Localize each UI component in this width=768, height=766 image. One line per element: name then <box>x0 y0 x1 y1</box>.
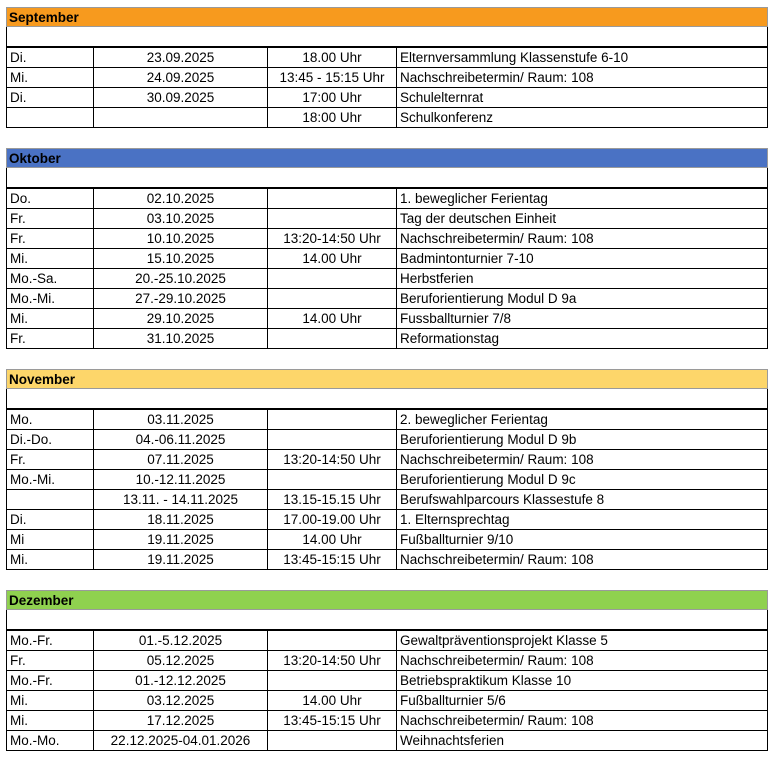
date-cell: 23.09.2025 <box>94 48 268 68</box>
date-cell: 03.11.2025 <box>94 410 268 430</box>
time-cell: 13:20-14:50 Uhr <box>268 651 397 671</box>
weekday-cell: Mi. <box>7 249 94 269</box>
weekday-cell: Mo.-Fr. <box>7 671 94 691</box>
time-cell: 18.00 Uhr <box>268 48 397 68</box>
month-section-dezember <box>6 590 768 751</box>
month-header-oktober: Oktober <box>6 148 768 168</box>
event-row <box>7 289 768 309</box>
event-row <box>7 189 768 209</box>
month-header-november: November <box>6 369 768 389</box>
date-cell: 18.11.2025 <box>94 510 268 530</box>
month-section-oktober <box>6 148 768 349</box>
event-cell: Fußballturnier 9/10 <box>397 530 768 550</box>
event-row <box>7 410 768 430</box>
time-cell: 13:45 - 15:15 Uhr <box>268 68 397 88</box>
date-cell: 31.10.2025 <box>94 329 268 349</box>
weekday-cell: Mi. <box>7 68 94 88</box>
date-cell: 02.10.2025 <box>94 189 268 209</box>
weekday-cell: Fr. <box>7 329 94 349</box>
events-table-dezember <box>6 630 768 751</box>
event-row <box>7 108 768 128</box>
event-cell: 1. beweglicher Ferientag <box>397 189 768 209</box>
weekday-cell <box>7 108 94 128</box>
time-cell: 14.00 Uhr <box>268 691 397 711</box>
month-header-september: September <box>6 7 768 27</box>
weekday-cell: Fr. <box>7 229 94 249</box>
weekday-cell <box>7 490 94 510</box>
event-cell: Fußballturnier 5/6 <box>397 691 768 711</box>
event-cell: Nachschreibetermin/ Raum: 108 <box>397 450 768 470</box>
weekday-cell: Do. <box>7 189 94 209</box>
event-cell: Elternversammlung Klassenstufe 6-10 <box>397 48 768 68</box>
time-cell <box>268 731 397 751</box>
weekday-cell: Mo.-Mo. <box>7 731 94 751</box>
weekday-cell: Mi. <box>7 550 94 570</box>
date-cell: 15.10.2025 <box>94 249 268 269</box>
event-cell: Nachschreibetermin/ Raum: 108 <box>397 711 768 731</box>
weekday-cell: Di. <box>7 510 94 530</box>
event-row <box>7 249 768 269</box>
month-section-november <box>6 369 768 570</box>
event-cell: Beruforientierung Modul D 9c <box>397 470 768 490</box>
date-cell: 01.-5.12.2025 <box>94 631 268 651</box>
events-table-november <box>6 409 768 570</box>
time-cell <box>268 329 397 349</box>
time-cell <box>268 209 397 229</box>
time-cell: 13.15-15.15 Uhr <box>268 490 397 510</box>
event-cell: Schulelternrat <box>397 88 768 108</box>
event-cell: Weihnachtsferien <box>397 731 768 751</box>
weekday-cell: Mi. <box>7 309 94 329</box>
weekday-cell: Mo. <box>7 410 94 430</box>
section-gap <box>6 570 768 590</box>
event-cell: Nachschreibetermin/ Raum: 108 <box>397 550 768 570</box>
blank-row <box>6 610 768 630</box>
event-row <box>7 430 768 450</box>
time-cell <box>268 470 397 490</box>
time-cell: 13:20-14:50 Uhr <box>268 229 397 249</box>
event-row <box>7 671 768 691</box>
section-gap <box>6 349 768 369</box>
weekday-cell: Fr. <box>7 450 94 470</box>
weekday-cell: Di. <box>7 48 94 68</box>
event-row <box>7 711 768 731</box>
time-cell: 18:00 Uhr <box>268 108 397 128</box>
weekday-cell: Mi. <box>7 711 94 731</box>
time-cell: 13:45-15:15 Uhr <box>268 711 397 731</box>
date-cell: 20.-25.10.2025 <box>94 269 268 289</box>
event-row <box>7 691 768 711</box>
event-row <box>7 269 768 289</box>
event-cell: Berufswahlparcours Klassestufe 8 <box>397 490 768 510</box>
weekday-cell: Di. <box>7 88 94 108</box>
event-row <box>7 470 768 490</box>
date-cell: 03.10.2025 <box>94 209 268 229</box>
events-table-oktober <box>6 188 768 349</box>
event-cell: Tag der deutschen Einheit <box>397 209 768 229</box>
time-cell: 14.00 Uhr <box>268 249 397 269</box>
date-cell: 01.-12.12.2025 <box>94 671 268 691</box>
events-table-september <box>6 47 768 128</box>
weekday-cell: Mo.-Fr. <box>7 631 94 651</box>
date-cell: 03.12.2025 <box>94 691 268 711</box>
event-row <box>7 229 768 249</box>
event-cell: 1. Elternsprechtag <box>397 510 768 530</box>
event-row <box>7 329 768 349</box>
weekday-cell: Di.-Do. <box>7 430 94 450</box>
event-row <box>7 450 768 470</box>
date-cell: 30.09.2025 <box>94 88 268 108</box>
blank-row <box>6 389 768 409</box>
event-cell: Nachschreibetermin/ Raum: 108 <box>397 68 768 88</box>
month-section-september <box>6 7 768 128</box>
date-cell: 07.11.2025 <box>94 450 268 470</box>
time-cell <box>268 269 397 289</box>
date-cell: 29.10.2025 <box>94 309 268 329</box>
date-cell: 24.09.2025 <box>94 68 268 88</box>
time-cell <box>268 671 397 691</box>
date-cell: 19.11.2025 <box>94 550 268 570</box>
time-cell <box>268 631 397 651</box>
event-cell: Schulkonferenz <box>397 108 768 128</box>
section-gap <box>6 128 768 148</box>
event-cell: Betriebspraktikum Klasse 10 <box>397 671 768 691</box>
time-cell: 14.00 Uhr <box>268 530 397 550</box>
event-cell: Beruforientierung Modul D 9a <box>397 289 768 309</box>
weekday-cell: Fr. <box>7 209 94 229</box>
time-cell <box>268 289 397 309</box>
weekday-cell: Mo.-Sa. <box>7 269 94 289</box>
event-row <box>7 88 768 108</box>
event-row <box>7 651 768 671</box>
date-cell: 05.12.2025 <box>94 651 268 671</box>
time-cell <box>268 410 397 430</box>
event-cell: Beruforientierung Modul D 9b <box>397 430 768 450</box>
event-row <box>7 48 768 68</box>
date-cell <box>94 108 268 128</box>
time-cell <box>268 189 397 209</box>
event-cell: Reformationstag <box>397 329 768 349</box>
event-cell: Gewaltpräventionsprojekt Klasse 5 <box>397 631 768 651</box>
date-cell: 19.11.2025 <box>94 530 268 550</box>
date-cell: 17.12.2025 <box>94 711 268 731</box>
date-cell: 10.-12.11.2025 <box>94 470 268 490</box>
time-cell: 17:00 Uhr <box>268 88 397 108</box>
event-row <box>7 510 768 530</box>
date-cell: 10.10.2025 <box>94 229 268 249</box>
calendar-page <box>6 7 768 751</box>
event-row <box>7 490 768 510</box>
blank-row <box>6 168 768 188</box>
event-row <box>7 68 768 88</box>
time-cell: 13:20-14:50 Uhr <box>268 450 397 470</box>
weekday-cell: Fr. <box>7 651 94 671</box>
event-cell: Badmintonturnier 7-10 <box>397 249 768 269</box>
event-row <box>7 550 768 570</box>
event-row <box>7 731 768 751</box>
event-cell: Herbstferien <box>397 269 768 289</box>
event-cell: Nachschreibetermin/ Raum: 108 <box>397 651 768 671</box>
event-row <box>7 309 768 329</box>
time-cell: 14.00 Uhr <box>268 309 397 329</box>
event-cell: Nachschreibetermin/ Raum: 108 <box>397 229 768 249</box>
date-cell: 04.-06.11.2025 <box>94 430 268 450</box>
weekday-cell: Mi <box>7 530 94 550</box>
event-cell: Fussballturnier 7/8 <box>397 309 768 329</box>
time-cell: 13:45-15:15 Uhr <box>268 550 397 570</box>
event-cell: 2. beweglicher Ferientag <box>397 410 768 430</box>
weekday-cell: Mi. <box>7 691 94 711</box>
date-cell: 22.12.2025-04.01.2026 <box>94 731 268 751</box>
blank-row <box>6 27 768 47</box>
time-cell <box>268 430 397 450</box>
weekday-cell: Mo.-Mi. <box>7 289 94 309</box>
date-cell: 13.11. - 14.11.2025 <box>94 490 268 510</box>
weekday-cell: Mo.-Mi. <box>7 470 94 490</box>
event-row <box>7 631 768 651</box>
time-cell: 17.00-19.00 Uhr <box>268 510 397 530</box>
date-cell: 27.-29.10.2025 <box>94 289 268 309</box>
event-row <box>7 530 768 550</box>
month-header-dezember: Dezember <box>6 590 768 610</box>
event-row <box>7 209 768 229</box>
